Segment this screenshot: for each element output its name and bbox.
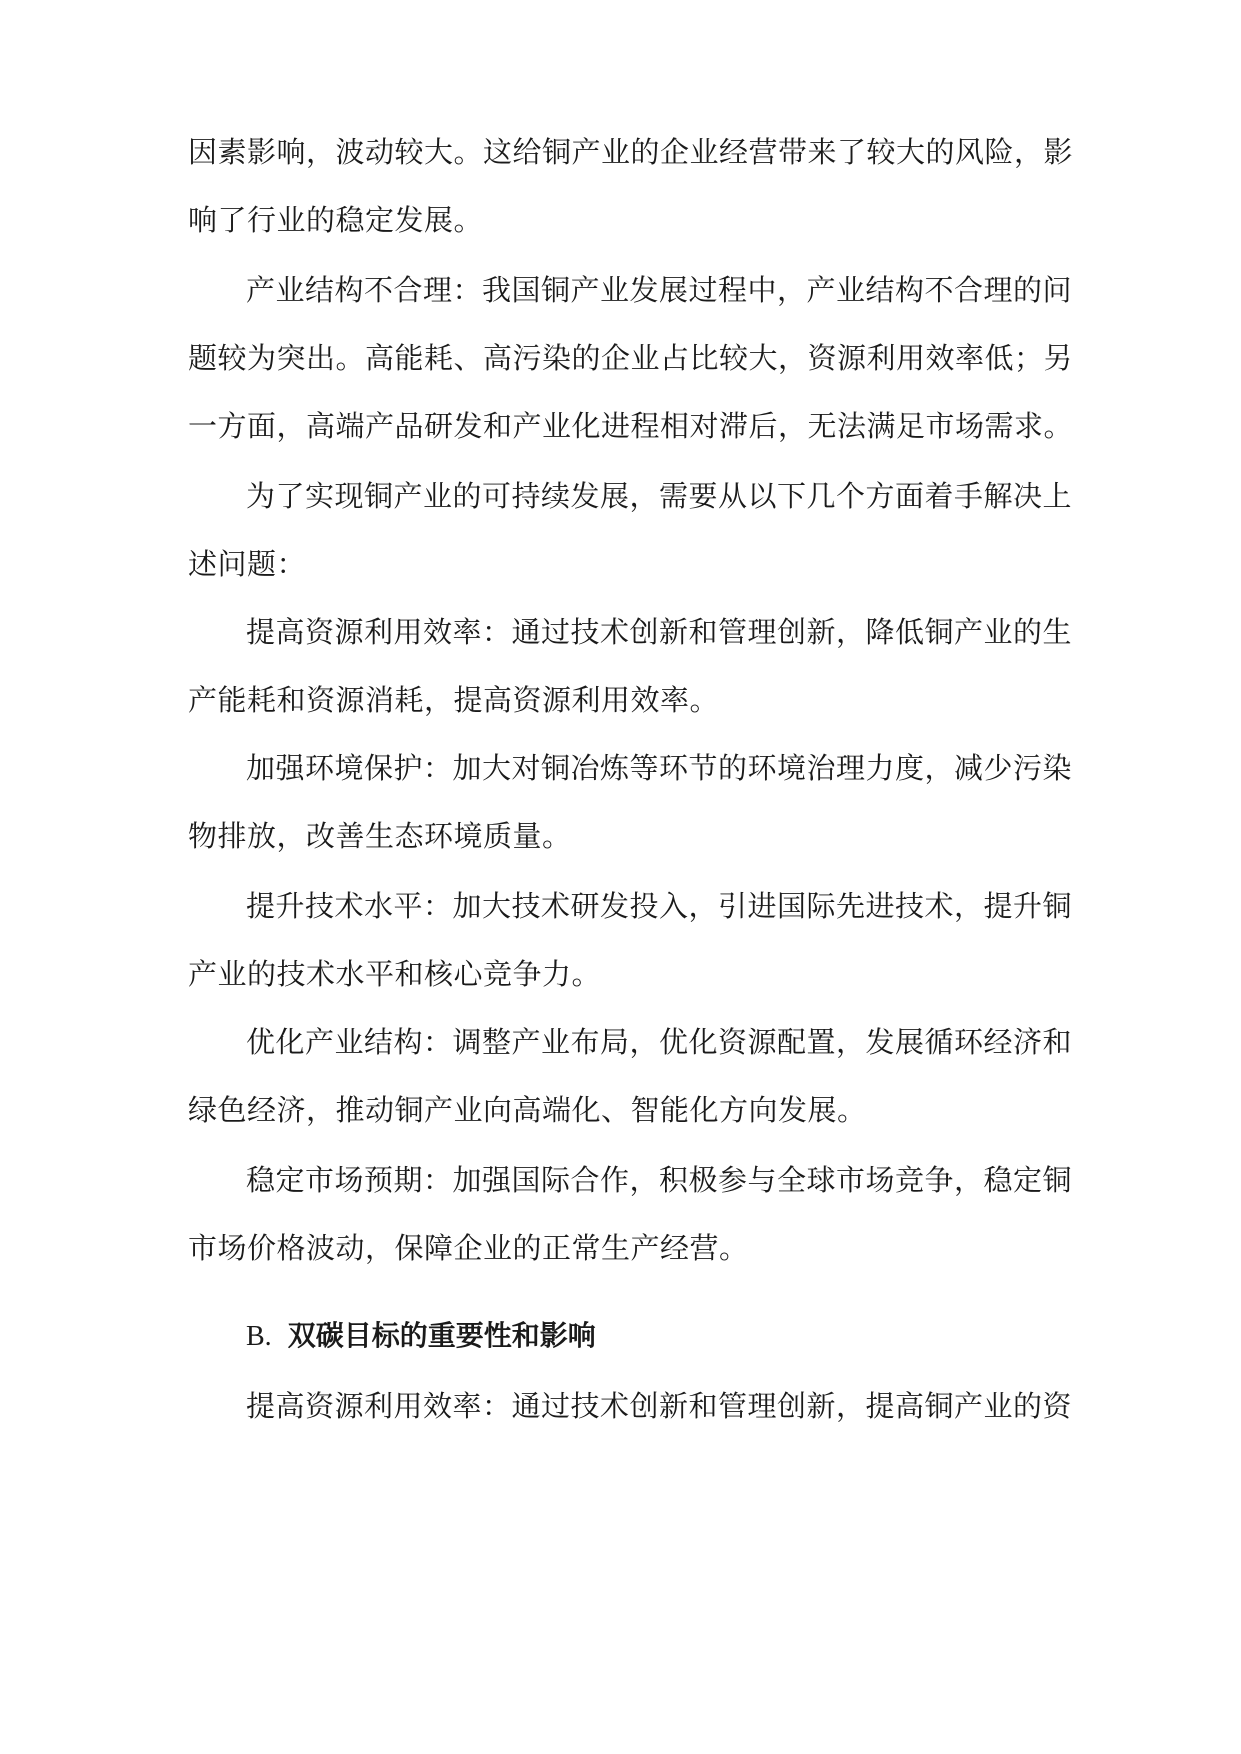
- paragraph-line: 一方面，高端产品研发和产业化进程相对滞后，无法满足市场需求。: [188, 409, 1074, 443]
- paragraph-line: 提高资源利用效率：通过技术创新和管理创新，提高铜产业的资: [246, 1389, 1073, 1423]
- paragraph-line: 题较为突出。高能耗、高污染的企业占比较大，资源利用效率低；另: [188, 341, 1074, 375]
- paragraph-line: 优化产业结构：调整产业布局，优化资源配置，发展循环经济和: [246, 1025, 1073, 1059]
- paragraph-line: 市场价格波动，保障企业的正常生产经营。: [188, 1231, 749, 1265]
- paragraph-line: 稳定市场预期：加强国际合作，积极参与全球市场竞争，稳定铜: [246, 1163, 1073, 1197]
- paragraph-line: 加强环境保护：加大对铜冶炼等环节的环境治理力度，减少污染: [246, 751, 1073, 785]
- paragraph-line: 绿色经济，推动铜产业向高端化、智能化方向发展。: [188, 1093, 867, 1127]
- paragraph-line: 提高资源利用效率：通过技术创新和管理创新，降低铜产业的生: [246, 615, 1073, 649]
- section-heading: [246, 1314, 596, 1359]
- paragraph-line: 因素影响，波动较大。这给铜产业的企业经营带来了较大的风险，影: [188, 135, 1074, 169]
- paragraph-line: 产能耗和资源消耗，提高资源利用效率。: [188, 683, 720, 717]
- paragraph-line: 物排放，改善生态环境质量。: [188, 819, 572, 853]
- paragraph-line: 响了行业的稳定发展。: [188, 203, 484, 237]
- paragraph-line: 产业的技术水平和核心竞争力。: [188, 957, 602, 991]
- paragraph-line: 述问题：: [188, 547, 307, 581]
- paragraph-line: 为了实现铜产业的可持续发展，需要从以下几个方面着手解决上: [246, 479, 1073, 513]
- paragraph-line: 提升技术水平：加大技术研发投入，引进国际先进技术，提升铜: [246, 889, 1073, 923]
- section-label: B.: [246, 1321, 272, 1352]
- paragraph-line: 产业结构不合理：我国铜产业发展过程中，产业结构不合理的问: [246, 273, 1073, 307]
- section-title: 双碳目标的重要性和影响: [287, 1319, 596, 1352]
